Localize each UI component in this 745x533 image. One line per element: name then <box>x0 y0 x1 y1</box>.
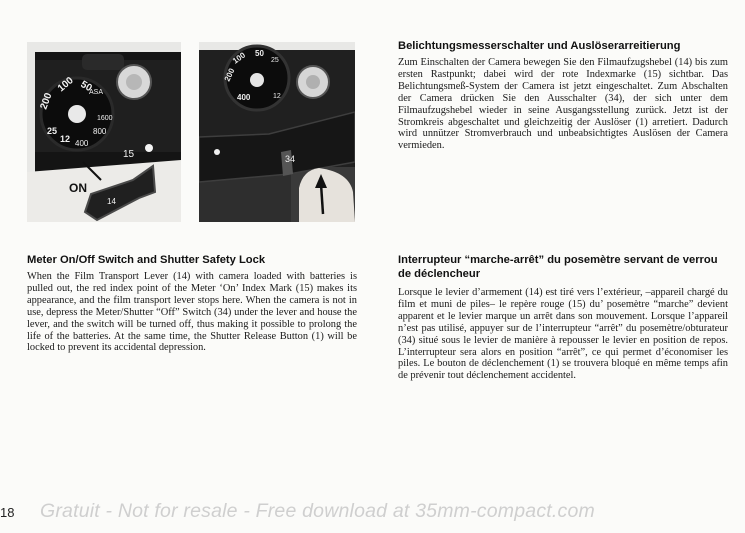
french-paragraph: Lorsque le levier d’armement (14) est tiré vers l’extérieur, –appareil chargé du film et muni de piles– le repère rouge (15) du’ posemètre “marche” devient apparent et le levier marque un arrêt dans son mouvement. Lorsque l’appareil n’est pas utilisé, appuyer sur de l’interrupteur “arrêt” du posemètre/obturateur (34) situé sous le levier de manière à repousser le levier en position de repos. L’interrupteur sera alors en position “arrêt”, ce qui permet d’économiser les piles. Le bouton de déclenchement (1) se trouvera bloqué en même temps afin de prévenir tout déclenchement accidentel. <box>398 287 728 382</box>
watermark: Gratuit - Not for resale - Free download at 35mm-compact.com <box>40 500 595 522</box>
svg-text:100: 100 <box>55 75 76 95</box>
shutter-button <box>117 65 151 99</box>
german-heading: Belichtungsmesserschalter und Auslöserarreitierung <box>398 40 681 52</box>
english-heading: Meter On/Off Switch and Shutter Safety Lock <box>27 254 266 266</box>
svg-text:25: 25 <box>271 57 279 64</box>
svg-text:1600: 1600 <box>97 115 113 122</box>
svg-text:400: 400 <box>75 139 89 148</box>
svg-text:800: 800 <box>93 127 107 136</box>
svg-text:50: 50 <box>78 79 94 95</box>
svg-text:12: 12 <box>273 93 281 100</box>
index-mark-number: 15 <box>123 149 135 160</box>
switch-number: 34 <box>285 154 296 164</box>
shutter-button <box>297 66 329 98</box>
svg-text:12: 12 <box>60 134 71 144</box>
svg-text:100: 100 <box>230 50 248 66</box>
svg-text:400: 400 <box>237 93 251 102</box>
lever-number: 14 <box>107 197 116 206</box>
on-label: ON <box>69 181 87 195</box>
french-heading: Interrupteur “marche-arrêt” du posemètre servant de verrou de déclencheur <box>398 254 718 280</box>
camera-photo-lever-on <box>27 42 181 222</box>
asa-dial <box>223 46 289 110</box>
svg-text:200: 200 <box>222 66 237 83</box>
german-paragraph: Zum Einschalten der Camera bewegen Sie den Filmaufzugshebel (14) bis zum ersten Rastpunkt; dabei wird der rote Indexmarke (15) sichtbar. Das Belichtungsmeß-System der Camera ist jetzt eingeschaltet. Zum Abschalten der Camera drücken Sie den Ausschalter (34), der sich unter dem Filmaufzugshebel wieder in seine Ausgangsstellung zurück. Jetzt ist der Stromkreis abgeschaltet und gleichzeitig der Auslöser (1) arretiert. Dadurch wird unnützer Stromverbrauch und unbeabsichtigtes Auslösen der Camera vermieden. <box>398 57 728 152</box>
svg-text:50: 50 <box>255 49 264 58</box>
camera-photo-switch-off <box>199 42 355 222</box>
svg-text:200: 200 <box>38 91 55 112</box>
english-paragraph: When the Film Transport Lever (14) with camera loaded with batteries is pulled out, the red index point of the Meter ‘On’ Index Mark (15) makes its appearance, and the film transport lever stops here. When the camera is not in use, depress the Meter/Shutter “Off” Switch (34) under the lever and house the lever, and the switch will be turned off, thus making it possible to prolong the life of the batteries. At the same time, the Shutter Release Button (1) will be locked to prevent its accidental depression. <box>27 271 357 354</box>
svg-text:25: 25 <box>47 126 58 136</box>
page-number: 18 <box>0 505 15 520</box>
svg-text:ASA: ASA <box>89 89 104 96</box>
